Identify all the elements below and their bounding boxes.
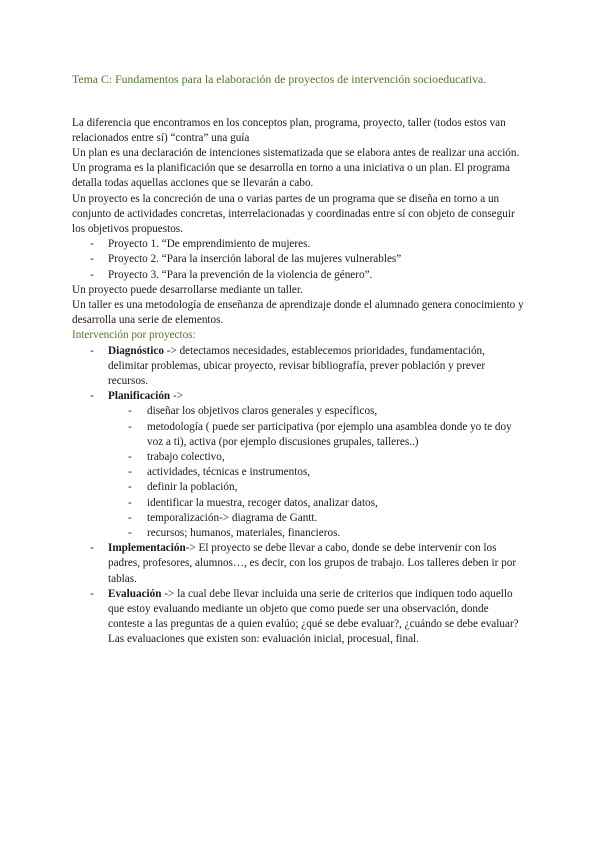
dash-marker: - <box>128 420 132 433</box>
phase-text: -> El proyecto se debe llevar a cabo, donde se debe intervenir con los padres, profesores, alumnos…, es decir, con los grupos de trabajo. Los talleres deben ir por tablas. <box>108 542 517 585</box>
sub-item-text: diseñar los objetivos claros generales y específicos, <box>147 405 378 418</box>
sub-item-text: identificar la muestra, recoger datos, analizar datos, <box>147 496 378 509</box>
sub-list-item <box>72 511 524 526</box>
dash-marker: - <box>90 587 94 600</box>
document-page <box>72 72 524 648</box>
sub-list-item <box>72 450 524 465</box>
project-item: Proyecto 2. “Para la inserción laboral de las mujeres vulnerables” <box>108 253 402 266</box>
phase-planificacion <box>72 389 524 404</box>
list-item <box>72 237 524 252</box>
phase-term: Diagnóstico <box>108 344 164 357</box>
project-item: Proyecto 1. “De emprendimiento de mujeres. <box>108 238 311 251</box>
paragraph: Un proyecto es la concreción de una o varias partes de un programa que se diseña en torno a un conjunto de actividades concretas, interrelacionadas y coordinadas entre sí con objeto de conseguir los objetivos propuestos. <box>72 192 515 235</box>
dash-marker: - <box>90 238 94 251</box>
phase-text: -> la cual debe llevar incluida una serie de criterios que indiquen todo aquello que estoy evaluando mediante un objeto que como puede ser una observación, donde conteste a las preguntas de a quien evalúo; ¿qué se debe evaluar?, ¿cuándo se debe evaluar? Las evaluaciones que existen son: evaluación inicial, procesual, final. <box>108 587 519 646</box>
paragraph: Un proyecto puede desarrollarse mediante un taller. <box>72 283 303 296</box>
dash-marker: - <box>128 526 132 539</box>
paragraph: Un plan es una declaración de intenciones sistematizada que se elabora antes de realizar una acción. <box>72 146 520 159</box>
paragraph: Un taller es una metodología de enseñanza de aprendizaje donde el alumnado genera conocimiento y desarrolla una serie de elementos. <box>72 298 524 327</box>
sub-item-text: temporalización-> diagrama de Gantt. <box>147 511 318 524</box>
phase-implementacion <box>72 541 524 587</box>
sub-list-item <box>72 465 524 480</box>
list-item <box>72 252 524 267</box>
sub-list-item <box>72 496 524 511</box>
sub-item-text: definir la población, <box>147 481 238 494</box>
dash-marker: - <box>90 542 94 555</box>
phase-evaluacion <box>72 587 524 648</box>
phase-text: -> detectamos necesidades, establecemos prioridades, fundamentación, delimitar problemas, ubicar proyecto, revisar bibliografía, prever población y prever recursos. <box>108 344 486 387</box>
phase-term: Planificación <box>108 390 171 403</box>
sub-item-text: recursos; humanos, materiales, financieros. <box>147 526 341 539</box>
phase-term: Evaluación <box>108 587 162 600</box>
dash-marker: - <box>90 344 94 357</box>
sub-list-item <box>72 404 524 419</box>
phase-term: Implementación <box>108 542 186 555</box>
phase-diagnostico <box>72 344 524 390</box>
paragraph: Un programa es la planificación que se desarrolla en torno a una iniciativa o un plan. El programa detalla todas aquellas acciones que se llevarán a cabo. <box>72 162 511 190</box>
sub-list-item <box>72 480 524 495</box>
section-subheading: Intervención por proyectos: <box>72 329 196 342</box>
sub-item-text: actividades, técnicas e instrumentos, <box>147 466 311 479</box>
dash-marker: - <box>128 450 132 463</box>
dash-marker: - <box>90 390 94 403</box>
page-title: Tema C: Fundamentos para la elaboración de proyectos de intervención socioeducativa. <box>72 72 487 86</box>
project-item: Proyecto 3. “Para la prevención de la violencia de género”. <box>108 268 373 281</box>
paragraph: La diferencia que encontramos en los conceptos plan, programa, proyecto, taller (todos estos van relacionados entre sí) “contra” una guía <box>72 116 506 144</box>
sub-item-text: trabajo colectivo, <box>147 450 225 463</box>
dash-marker: - <box>128 466 132 479</box>
list-item <box>72 268 524 283</box>
phase-text: -> <box>170 390 183 403</box>
dash-marker: - <box>128 496 132 509</box>
dash-marker: - <box>128 405 132 418</box>
sub-item-text: metodología ( puede ser participativa (por ejemplo una asamblea donde yo te doy voz a ti), activa (por ejemplo discusiones grupales, talleres..) <box>147 420 512 448</box>
sub-list-item <box>72 420 524 450</box>
dash-marker: - <box>128 481 132 494</box>
sub-list-item <box>72 526 524 541</box>
dash-marker: - <box>128 511 132 524</box>
dash-marker: - <box>90 268 94 281</box>
dash-marker: - <box>90 253 94 266</box>
